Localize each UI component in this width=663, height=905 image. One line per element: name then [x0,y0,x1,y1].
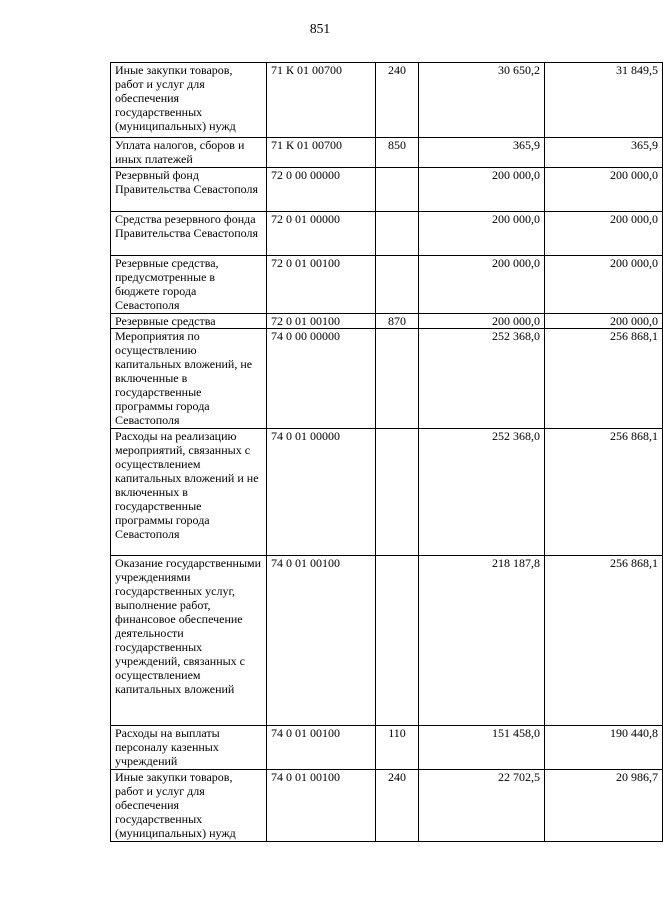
row-name-cell: Резервные средства [111,314,267,329]
row-sum-2-cell: 190 440,8 [545,726,663,770]
row-name-cell: Расходы на выплаты персоналу казенных учреждений [111,726,267,770]
row-code-cell: 74 0 01 00000 [267,429,376,556]
row-sum-1-cell: 200 000,0 [419,314,545,329]
table-row [111,329,663,429]
row-sum-2-cell: 256 868,1 [545,329,663,429]
table-row [111,726,663,770]
table-row [111,138,663,168]
row-sum-2-cell: 200 000,0 [545,314,663,329]
row-sum-1-cell: 22 702,5 [419,770,545,842]
row-sum-1-cell: 200 000,0 [419,212,545,256]
row-sum-1-cell: 252 368,0 [419,329,545,429]
row-code-cell: 71 К 01 00700 [267,138,376,168]
row-code-cell: 72 0 01 00000 [267,212,376,256]
table-row [111,770,663,842]
row-code-cell: 74 0 01 00100 [267,770,376,842]
row-code-cell: 71 К 01 00700 [267,63,376,138]
row-vr-cell [376,429,419,556]
row-sum-1-cell: 151 458,0 [419,726,545,770]
row-name-cell: Расходы на реализацию мероприятий, связанных с осуществлением капитальных вложений и не включенных в государственные программы города Севастополя [111,429,267,556]
row-vr-cell: 110 [376,726,419,770]
row-sum-1-cell: 200 000,0 [419,168,545,212]
row-code-cell: 72 0 01 00100 [267,256,376,314]
row-name-cell: Уплата налогов, сборов и иных платежей [111,138,267,168]
row-vr-cell [376,556,419,726]
row-vr-cell [376,168,419,212]
table-row [111,429,663,556]
row-name-cell: Иные закупки товаров, работ и услуг для обеспечения государственных (муниципальных) нужд [111,63,267,138]
row-vr-cell: 850 [376,138,419,168]
row-vr-cell [376,212,419,256]
row-name-cell: Оказание государственными учреждениями государственных услуг, выполнение работ, финансовое обеспечение деятельности государственных учреждений, связанных с осуществлением капитальных вложений [111,556,267,726]
row-vr-cell [376,329,419,429]
row-code-cell: 74 0 01 00100 [267,556,376,726]
row-sum-1-cell: 252 368,0 [419,429,545,556]
row-sum-1-cell: 365,9 [419,138,545,168]
row-name-cell: Мероприятия по осуществлению капитальных вложений, не включенные в государственные программы города Севастополя [111,329,267,429]
table-row [111,256,663,314]
row-sum-2-cell: 256 868,1 [545,556,663,726]
row-code-cell: 72 0 00 00000 [267,168,376,212]
row-code-cell: 72 0 01 00100 [267,314,376,329]
table-row [111,556,663,726]
row-sum-2-cell: 200 000,0 [545,212,663,256]
table-row [111,314,663,329]
row-vr-cell: 240 [376,63,419,138]
table-row [111,212,663,256]
row-name-cell: Резервные средства, предусмотренные в бюджете города Севастополя [111,256,267,314]
row-sum-2-cell: 31 849,5 [545,63,663,138]
row-vr-cell [376,256,419,314]
row-sum-2-cell: 20 986,7 [545,770,663,842]
row-sum-1-cell: 200 000,0 [419,256,545,314]
page-number: 851 [309,21,331,36]
row-code-cell: 74 0 01 00100 [267,726,376,770]
row-sum-2-cell: 256 868,1 [545,429,663,556]
row-sum-2-cell: 200 000,0 [545,168,663,212]
row-sum-1-cell: 30 650,2 [419,63,545,138]
budget-table [110,62,663,842]
row-sum-1-cell: 218 187,8 [419,556,545,726]
row-name-cell: Средства резервного фонда Правительства Севастополя [111,212,267,256]
table-row [111,168,663,212]
row-vr-cell: 870 [376,314,419,329]
table-row [111,63,663,138]
row-sum-2-cell: 200 000,0 [545,256,663,314]
row-name-cell: Иные закупки товаров, работ и услуг для обеспечения государственных (муниципальных) нужд [111,770,267,842]
row-code-cell: 74 0 00 00000 [267,329,376,429]
row-sum-2-cell: 365,9 [545,138,663,168]
row-vr-cell: 240 [376,770,419,842]
row-name-cell: Резервный фонд Правительства Севастополя [111,168,267,212]
